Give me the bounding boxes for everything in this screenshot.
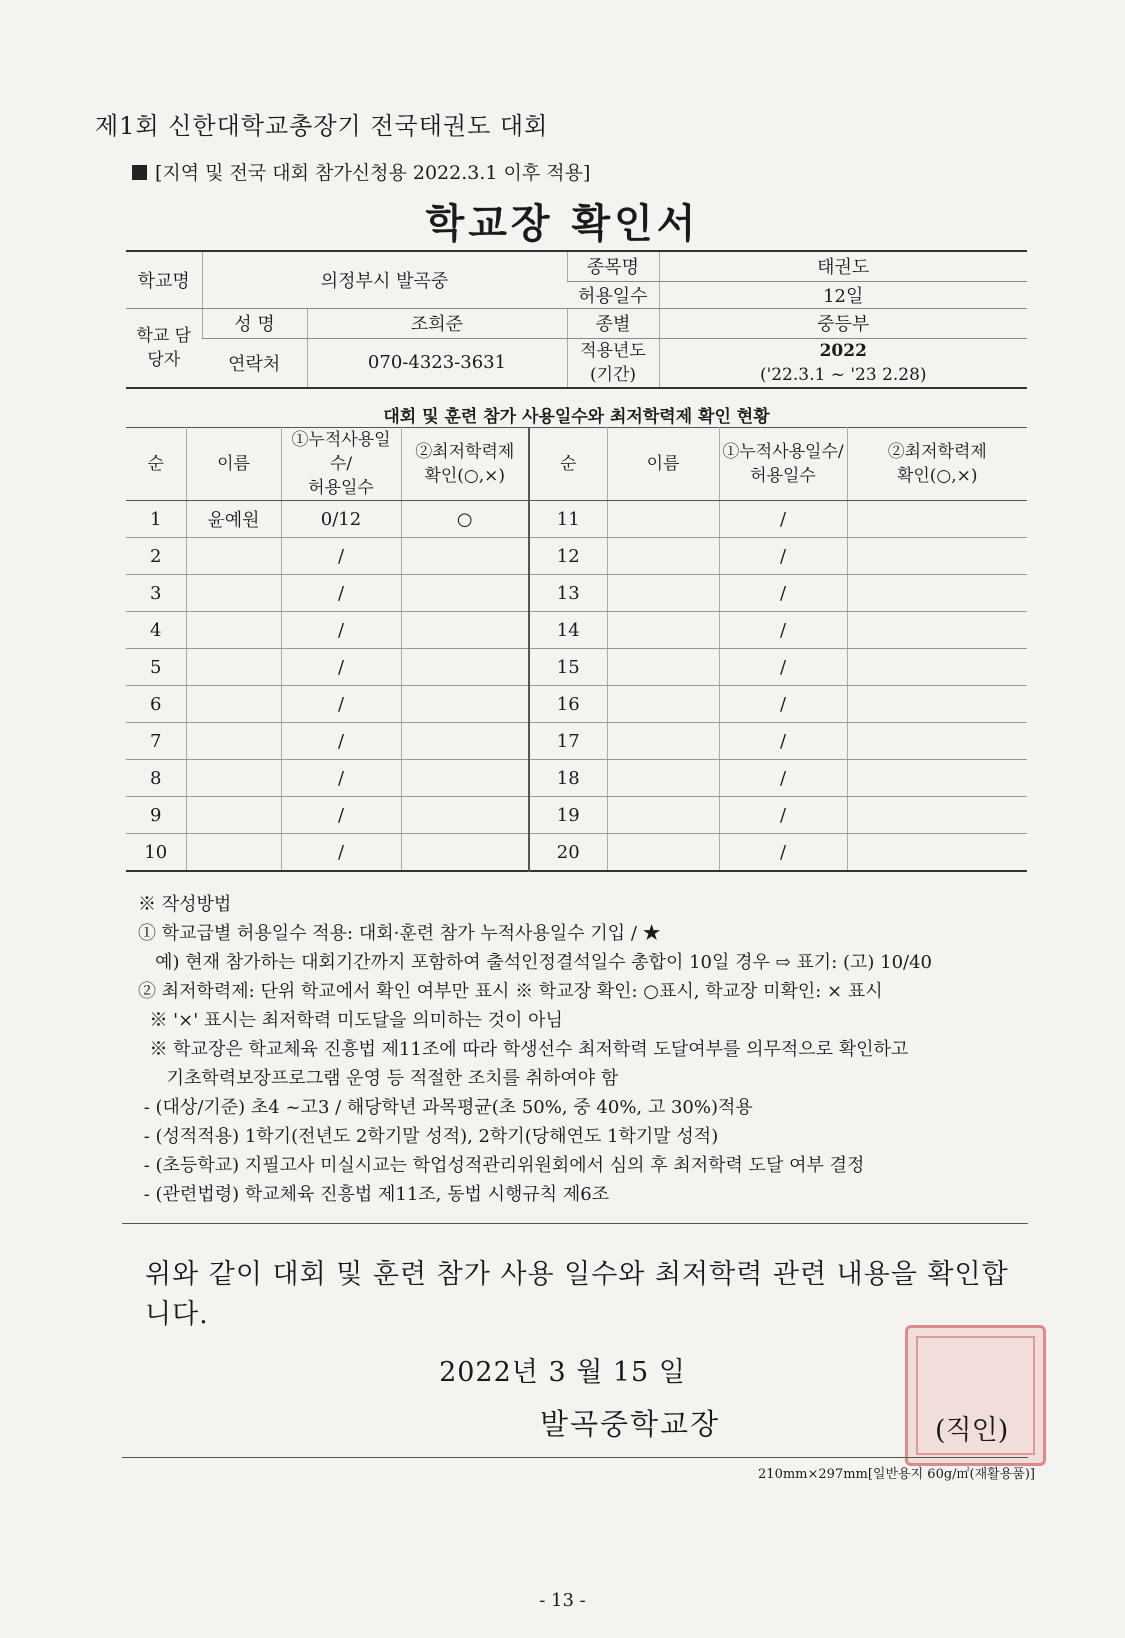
row-no: 1 [126,501,186,538]
row-name [607,797,719,834]
row-days: / [281,612,401,649]
notes-lines [138,919,932,1209]
row-days: / [281,686,401,723]
row-days: / [719,649,847,686]
principal-name: 발곡중학교장 [540,1407,721,1441]
row-name: 윤예원 [186,501,281,538]
event-title: 제1회 신한대학교총장기 전국태권도 대회 [95,112,549,140]
notes-title: ※ 작성방법 [138,894,232,915]
note-line: ② 최저학력제: 단위 학교에서 확인 여부만 표시 ※ 학교장 확인: ○표시, 학교장 미확인: × 표시 [138,981,883,1002]
type-value: 중등부 [659,308,1027,338]
row-no: 3 [126,575,186,612]
square-bullet-icon [132,165,147,180]
row-days: / [281,834,401,872]
row-days: / [281,538,401,575]
row-no: 11 [529,501,607,538]
header-check-2-line1: ②최저학력제 [887,442,987,462]
table-row [126,501,1027,538]
header-name-2: 이름 [607,428,719,501]
table-row [126,649,1027,686]
school-value: 의정부시 발곡중 [202,251,567,308]
row-no: 20 [529,834,607,872]
note-line: - (초등학교) 지필고사 미실시교는 학업성적관리위원회에서 심의 후 최저학력 도달 여부 결정 [138,1155,865,1176]
row-check: ○ [401,501,529,538]
row-name [607,612,719,649]
header-check-2 [847,428,1027,501]
contact-label: 연락처 [202,338,307,388]
row-name [607,686,719,723]
contact-value: 070-4323-3631 [307,338,567,388]
table-row [126,538,1027,575]
table-row [126,612,1027,649]
row-no: 13 [529,575,607,612]
notice [132,158,590,185]
row-name [186,723,281,760]
table-row [126,834,1027,872]
row-days: / [281,797,401,834]
paper-spec: 210mm×297mm[일반용지 60g/㎡(재활용품)] [758,1467,1035,1482]
row-name [186,686,281,723]
row-check [401,686,529,723]
row-check [847,834,1027,872]
note-line: ① 학교급별 허용일수 적용: 대회·훈련 참가 누적사용일수 기입 / ★ [138,923,661,944]
row-days: / [719,612,847,649]
row-name [607,834,719,872]
row-no: 19 [529,797,607,834]
header-no: 순 [126,428,186,501]
row-name [607,538,719,575]
section-title: 대회 및 훈련 참가 사용일수와 최저학력제 확인 현황 [383,407,770,427]
row-check [847,501,1027,538]
days-value: 12일 [659,281,1027,308]
row-no: 8 [126,760,186,797]
name-label: 성 명 [202,308,307,338]
row-no: 6 [126,686,186,723]
row-check [401,797,529,834]
row-name [607,501,719,538]
row-days: / [719,797,847,834]
note-line: 기초학력보장프로그램 운영 등 적절한 조치를 취하여야 함 [138,1068,619,1089]
info-table [126,250,1027,389]
row-no: 5 [126,649,186,686]
row-no: 10 [126,834,186,872]
table-row [126,760,1027,797]
table-row [126,723,1027,760]
row-check [401,723,529,760]
row-check [401,612,529,649]
year-value-text: 2022 [819,340,867,361]
event-label: 종목명 [567,251,659,281]
row-name [607,760,719,797]
row-check [401,538,529,575]
table-row [126,797,1027,834]
row-days: / [719,575,847,612]
year-label [567,338,659,388]
row-days: / [719,723,847,760]
row-days: / [281,649,401,686]
note-line: - (성적적용) 1학기(전년도 2학기말 성적), 2학기(당해연도 1학기말 성적) [138,1126,719,1147]
year-label-period: (기간) [589,364,637,385]
header-days-line2: 허용일수 [308,478,374,498]
row-no: 9 [126,797,186,834]
event-value: 태권도 [659,251,1027,281]
row-no: 7 [126,723,186,760]
row-name [186,834,281,872]
row-check [401,834,529,872]
row-no: 16 [529,686,607,723]
table-header-row [126,428,1027,501]
row-check [401,575,529,612]
table-row [126,686,1027,723]
row-days: / [719,686,847,723]
header-days-2 [719,428,847,501]
days-label: 허용일수 [567,281,659,308]
row-name [186,760,281,797]
note-line: - (대상/기준) 초4 ~고3 / 해당학년 과목평균(초 50%, 중 40%, 고 30%)적용 [138,1097,753,1118]
table-row [126,575,1027,612]
header-check-line1: ②최저학력제 [415,442,515,462]
name-value: 조희준 [307,308,567,338]
row-days: / [281,760,401,797]
confirm-text: 위와 같이 대회 및 훈련 참가 사용 일수와 최저학력 관련 내용을 확인합니다. [145,1259,1009,1330]
date-text: 2022년 3 월 15 일 [439,1357,686,1388]
row-check [847,575,1027,612]
row-days: / [281,723,401,760]
header-no-2: 순 [529,428,607,501]
row-name [186,612,281,649]
notice-text: [지역 및 전국 대회 참가신청용 2022.3.1 이후 적용] [155,162,591,184]
header-days [281,428,401,501]
notes [138,890,932,1209]
row-days: / [719,501,847,538]
note-line: ※ '×' 표시는 최저학력 미도달을 의미하는 것이 아님 [138,1010,563,1031]
row-check [401,649,529,686]
row-days: / [719,760,847,797]
document-title: 학교장 확인서 [425,200,700,247]
note-line: - (관련법령) 학교체육 진흥법 제11조, 동법 시행규칙 제6조 [138,1184,610,1205]
row-name [186,649,281,686]
seal-label: (직인) [935,1415,1009,1446]
row-check [401,760,529,797]
header-days-2-line1: ①누적사용일수/ [722,442,844,462]
row-name [607,649,719,686]
row-no: 12 [529,538,607,575]
row-no: 2 [126,538,186,575]
manager-label: 학교 담당자 [126,308,202,388]
note-line: ※ 학교장은 학교체육 진흥법 제11조에 따라 학생선수 최저학력 도달여부를 의무적으로 확인하고 [138,1039,909,1060]
header-days-line1: ①누적사용일수/ [291,430,391,474]
note-line: 예) 현재 참가하는 대회기간까지 포함하여 출석인정결석일수 총합이 10일 경우 ⇨ 표기: (고) 10/40 [138,952,933,973]
row-check [847,723,1027,760]
school-label: 학교명 [126,251,202,308]
row-days: / [281,575,401,612]
header-check-2-line2: 확인(○,×) [896,466,978,486]
row-no: 17 [529,723,607,760]
period-value: ('22.3.1 ~ '23 2.28) [759,364,927,385]
row-days: / [719,834,847,872]
row-no: 18 [529,760,607,797]
header-days-2-line2: 허용일수 [750,466,816,486]
row-no: 15 [529,649,607,686]
type-label: 종별 [567,308,659,338]
row-check [847,538,1027,575]
participant-table [126,427,1027,872]
row-name [607,723,719,760]
row-check [847,649,1027,686]
row-check [847,612,1027,649]
row-name [186,538,281,575]
divider [122,1223,1028,1224]
row-no: 4 [126,612,186,649]
row-name [607,575,719,612]
row-check [847,686,1027,723]
header-name: 이름 [186,428,281,501]
row-days: 0/12 [281,501,401,538]
page-number: - 13 - [539,1590,586,1611]
year-value [659,338,1027,388]
row-name [186,797,281,834]
row-name [186,575,281,612]
year-label-text: 적용년도 [580,340,646,361]
row-check [847,760,1027,797]
row-no: 14 [529,612,607,649]
bottom-divider [122,1457,1028,1458]
row-check [847,797,1027,834]
header-check [401,428,529,501]
row-days: / [719,538,847,575]
header-check-line2: 확인(○,×) [424,466,506,486]
